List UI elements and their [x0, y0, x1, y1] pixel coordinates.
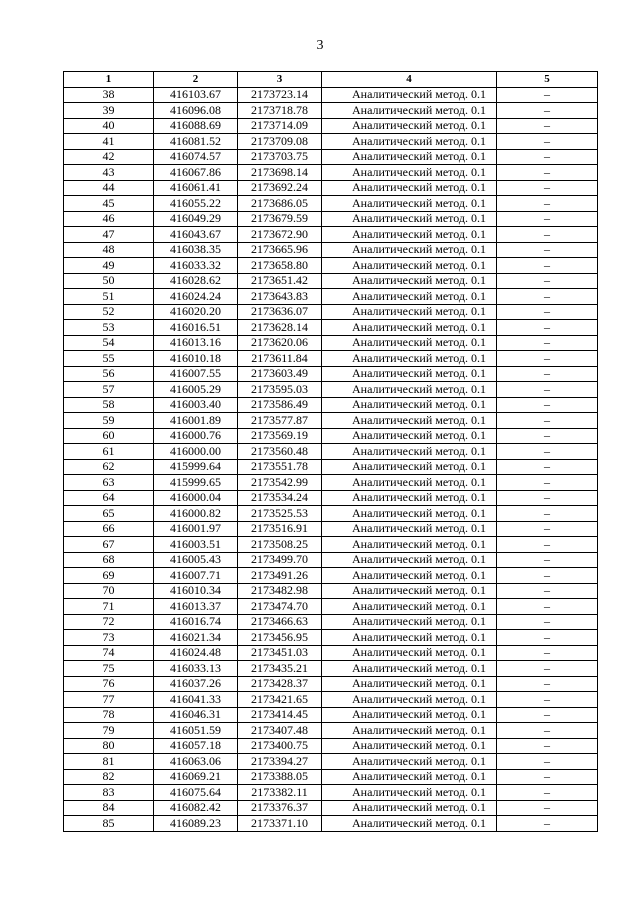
method-cell: Аналитический метод. 0.1: [322, 118, 497, 134]
table-row: [64, 521, 598, 537]
note-cell: –: [497, 521, 598, 537]
y-coordinate-cell: 2173542.99: [238, 475, 322, 491]
x-coordinate-cell: 416013.16: [154, 335, 238, 351]
x-coordinate-cell: 416089.23: [154, 816, 238, 832]
note-cell: –: [497, 459, 598, 475]
y-coordinate-cell: 2173407.48: [238, 723, 322, 739]
method-cell: Аналитический метод. 0.1: [322, 397, 497, 413]
note-cell: –: [497, 351, 598, 367]
column-header-3: 3: [238, 72, 322, 88]
x-coordinate-cell: 416000.82: [154, 506, 238, 522]
method-cell: Аналитический метод. 0.1: [322, 320, 497, 336]
note-cell: –: [497, 661, 598, 677]
x-coordinate-cell: 416024.48: [154, 645, 238, 661]
method-cell: Аналитический метод. 0.1: [322, 583, 497, 599]
note-cell: –: [497, 676, 598, 692]
y-coordinate-cell: 2173435.21: [238, 661, 322, 677]
y-coordinate-cell: 2173499.70: [238, 552, 322, 568]
point-number-cell: 73: [64, 630, 154, 646]
method-cell: Аналитический метод. 0.1: [322, 490, 497, 506]
y-coordinate-cell: 2173665.96: [238, 242, 322, 258]
point-number-cell: 82: [64, 769, 154, 785]
note-cell: –: [497, 568, 598, 584]
method-cell: Аналитический метод. 0.1: [322, 506, 497, 522]
point-number-cell: 54: [64, 335, 154, 351]
point-number-cell: 59: [64, 413, 154, 429]
x-coordinate-cell: 416010.34: [154, 583, 238, 599]
method-cell: Аналитический метод. 0.1: [322, 428, 497, 444]
point-number-cell: 53: [64, 320, 154, 336]
method-cell: Аналитический метод. 0.1: [322, 676, 497, 692]
method-cell: Аналитический метод. 0.1: [322, 258, 497, 274]
point-number-cell: 45: [64, 196, 154, 212]
point-number-cell: 68: [64, 552, 154, 568]
x-coordinate-cell: 416003.51: [154, 537, 238, 553]
note-cell: –: [497, 320, 598, 336]
note-cell: –: [497, 211, 598, 227]
point-number-cell: 41: [64, 134, 154, 150]
x-coordinate-cell: 416005.29: [154, 382, 238, 398]
method-cell: Аналитический метод. 0.1: [322, 180, 497, 196]
y-coordinate-cell: 2173421.65: [238, 692, 322, 708]
x-coordinate-cell: 416057.18: [154, 738, 238, 754]
table-body: [64, 87, 598, 831]
point-number-cell: 43: [64, 165, 154, 181]
point-number-cell: 80: [64, 738, 154, 754]
note-cell: –: [497, 707, 598, 723]
note-cell: –: [497, 366, 598, 382]
note-cell: –: [497, 490, 598, 506]
note-cell: –: [497, 242, 598, 258]
table-row: [64, 676, 598, 692]
y-coordinate-cell: 2173525.53: [238, 506, 322, 522]
point-number-cell: 46: [64, 211, 154, 227]
method-cell: Аналитический метод. 0.1: [322, 630, 497, 646]
note-cell: –: [497, 134, 598, 150]
method-cell: Аналитический метод. 0.1: [322, 165, 497, 181]
method-cell: Аналитический метод. 0.1: [322, 211, 497, 227]
note-cell: –: [497, 444, 598, 460]
y-coordinate-cell: 2173516.91: [238, 521, 322, 537]
x-coordinate-cell: 416088.69: [154, 118, 238, 134]
method-cell: Аналитический метод. 0.1: [322, 242, 497, 258]
y-coordinate-cell: 2173508.25: [238, 537, 322, 553]
table-row: [64, 289, 598, 305]
note-cell: –: [497, 506, 598, 522]
table-row: [64, 180, 598, 196]
table-row: [64, 335, 598, 351]
table-header-row: [64, 72, 598, 88]
note-cell: –: [497, 800, 598, 816]
x-coordinate-cell: 416081.52: [154, 134, 238, 150]
coordinates-table: [63, 71, 598, 832]
method-cell: Аналитический метод. 0.1: [322, 816, 497, 832]
x-coordinate-cell: 416000.00: [154, 444, 238, 460]
table-row: [64, 490, 598, 506]
method-cell: Аналитический метод. 0.1: [322, 273, 497, 289]
point-number-cell: 84: [64, 800, 154, 816]
point-number-cell: 38: [64, 87, 154, 103]
x-coordinate-cell: 416075.64: [154, 785, 238, 801]
table-row: [64, 661, 598, 677]
y-coordinate-cell: 2173371.10: [238, 816, 322, 832]
y-coordinate-cell: 2173686.05: [238, 196, 322, 212]
y-coordinate-cell: 2173636.07: [238, 304, 322, 320]
y-coordinate-cell: 2173414.45: [238, 707, 322, 723]
table-row: [64, 351, 598, 367]
method-cell: Аналитический метод. 0.1: [322, 661, 497, 677]
table-row: [64, 211, 598, 227]
note-cell: –: [497, 87, 598, 103]
x-coordinate-cell: 416067.86: [154, 165, 238, 181]
y-coordinate-cell: 2173714.09: [238, 118, 322, 134]
table-row: [64, 118, 598, 134]
x-coordinate-cell: 416103.67: [154, 87, 238, 103]
y-coordinate-cell: 2173551.78: [238, 459, 322, 475]
method-cell: Аналитический метод. 0.1: [322, 134, 497, 150]
x-coordinate-cell: 416024.24: [154, 289, 238, 305]
point-number-cell: 85: [64, 816, 154, 832]
column-header-2: 2: [154, 72, 238, 88]
point-number-cell: 78: [64, 707, 154, 723]
note-cell: –: [497, 397, 598, 413]
table-row: [64, 754, 598, 770]
y-coordinate-cell: 2173620.06: [238, 335, 322, 351]
note-cell: –: [497, 692, 598, 708]
table-row: [64, 87, 598, 103]
x-coordinate-cell: 415999.64: [154, 459, 238, 475]
table-row: [64, 196, 598, 212]
table-row: [64, 273, 598, 289]
y-coordinate-cell: 2173643.83: [238, 289, 322, 305]
point-number-cell: 56: [64, 366, 154, 382]
y-coordinate-cell: 2173577.87: [238, 413, 322, 429]
point-number-cell: 67: [64, 537, 154, 553]
y-coordinate-cell: 2173400.75: [238, 738, 322, 754]
point-number-cell: 52: [64, 304, 154, 320]
note-cell: –: [497, 723, 598, 739]
method-cell: Аналитический метод. 0.1: [322, 382, 497, 398]
method-cell: Аналитический метод. 0.1: [322, 754, 497, 770]
method-cell: Аналитический метод. 0.1: [322, 413, 497, 429]
x-coordinate-cell: 416055.22: [154, 196, 238, 212]
table-row: [64, 614, 598, 630]
table-row: [64, 258, 598, 274]
method-cell: Аналитический метод. 0.1: [322, 475, 497, 491]
note-cell: –: [497, 614, 598, 630]
y-coordinate-cell: 2173388.05: [238, 769, 322, 785]
x-coordinate-cell: 416049.29: [154, 211, 238, 227]
x-coordinate-cell: 416007.71: [154, 568, 238, 584]
point-number-cell: 64: [64, 490, 154, 506]
note-cell: –: [497, 816, 598, 832]
y-coordinate-cell: 2173482.98: [238, 583, 322, 599]
table-row: [64, 475, 598, 491]
note-cell: –: [497, 475, 598, 491]
y-coordinate-cell: 2173611.84: [238, 351, 322, 367]
y-coordinate-cell: 2173428.37: [238, 676, 322, 692]
x-coordinate-cell: 416003.40: [154, 397, 238, 413]
y-coordinate-cell: 2173376.37: [238, 800, 322, 816]
method-cell: Аналитический метод. 0.1: [322, 645, 497, 661]
point-number-cell: 75: [64, 661, 154, 677]
method-cell: Аналитический метод. 0.1: [322, 614, 497, 630]
y-coordinate-cell: 2173474.70: [238, 599, 322, 615]
method-cell: Аналитический метод. 0.1: [322, 692, 497, 708]
point-number-cell: 71: [64, 599, 154, 615]
note-cell: –: [497, 196, 598, 212]
method-cell: Аналитический метод. 0.1: [322, 149, 497, 165]
x-coordinate-cell: 416046.31: [154, 707, 238, 723]
note-cell: –: [497, 289, 598, 305]
method-cell: Аналитический метод. 0.1: [322, 351, 497, 367]
note-cell: –: [497, 428, 598, 444]
method-cell: Аналитический метод. 0.1: [322, 103, 497, 119]
note-cell: –: [497, 227, 598, 243]
x-coordinate-cell: 416028.62: [154, 273, 238, 289]
note-cell: –: [497, 645, 598, 661]
column-header-5: 5: [497, 72, 598, 88]
table-row: [64, 552, 598, 568]
x-coordinate-cell: 416013.37: [154, 599, 238, 615]
note-cell: –: [497, 583, 598, 599]
point-number-cell: 61: [64, 444, 154, 460]
point-number-cell: 51: [64, 289, 154, 305]
x-coordinate-cell: 416016.51: [154, 320, 238, 336]
table-row: [64, 769, 598, 785]
table-row: [64, 444, 598, 460]
method-cell: Аналитический метод. 0.1: [322, 366, 497, 382]
y-coordinate-cell: 2173628.14: [238, 320, 322, 336]
note-cell: –: [497, 738, 598, 754]
note-cell: –: [497, 537, 598, 553]
y-coordinate-cell: 2173718.78: [238, 103, 322, 119]
x-coordinate-cell: 416051.59: [154, 723, 238, 739]
x-coordinate-cell: 416001.97: [154, 521, 238, 537]
y-coordinate-cell: 2173709.08: [238, 134, 322, 150]
point-number-cell: 42: [64, 149, 154, 165]
note-cell: –: [497, 149, 598, 165]
x-coordinate-cell: 416007.55: [154, 366, 238, 382]
method-cell: Аналитический метод. 0.1: [322, 459, 497, 475]
point-number-cell: 69: [64, 568, 154, 584]
table-row: [64, 149, 598, 165]
point-number-cell: 49: [64, 258, 154, 274]
method-cell: Аналитический метод. 0.1: [322, 227, 497, 243]
note-cell: –: [497, 413, 598, 429]
point-number-cell: 47: [64, 227, 154, 243]
x-coordinate-cell: 416021.34: [154, 630, 238, 646]
y-coordinate-cell: 2173456.95: [238, 630, 322, 646]
note-cell: –: [497, 103, 598, 119]
table-row: [64, 103, 598, 119]
x-coordinate-cell: 416005.43: [154, 552, 238, 568]
y-coordinate-cell: 2173703.75: [238, 149, 322, 165]
point-number-cell: 48: [64, 242, 154, 258]
point-number-cell: 81: [64, 754, 154, 770]
method-cell: Аналитический метод. 0.1: [322, 444, 497, 460]
table-row: [64, 382, 598, 398]
point-number-cell: 74: [64, 645, 154, 661]
note-cell: –: [497, 304, 598, 320]
method-cell: Аналитический метод. 0.1: [322, 552, 497, 568]
page-number: 3: [316, 38, 324, 53]
table-row: [64, 459, 598, 475]
table-row: [64, 304, 598, 320]
point-number-cell: 62: [64, 459, 154, 475]
point-number-cell: 79: [64, 723, 154, 739]
table-row: [64, 723, 598, 739]
point-number-cell: 72: [64, 614, 154, 630]
table-row: [64, 692, 598, 708]
column-header-4: 4: [322, 72, 497, 88]
method-cell: Аналитический метод. 0.1: [322, 521, 497, 537]
y-coordinate-cell: 2173560.48: [238, 444, 322, 460]
note-cell: –: [497, 769, 598, 785]
method-cell: Аналитический метод. 0.1: [322, 769, 497, 785]
x-coordinate-cell: 416082.42: [154, 800, 238, 816]
point-number-cell: 39: [64, 103, 154, 119]
method-cell: Аналитический метод. 0.1: [322, 738, 497, 754]
x-coordinate-cell: 416041.33: [154, 692, 238, 708]
x-coordinate-cell: 416096.08: [154, 103, 238, 119]
method-cell: Аналитический метод. 0.1: [322, 335, 497, 351]
x-coordinate-cell: 416043.67: [154, 227, 238, 243]
table-row: [64, 366, 598, 382]
table-row: [64, 413, 598, 429]
x-coordinate-cell: 416063.06: [154, 754, 238, 770]
note-cell: –: [497, 335, 598, 351]
method-cell: Аналитический метод. 0.1: [322, 707, 497, 723]
point-number-cell: 70: [64, 583, 154, 599]
x-coordinate-cell: 416000.76: [154, 428, 238, 444]
table-row: [64, 320, 598, 336]
x-coordinate-cell: 416061.41: [154, 180, 238, 196]
table-row: [64, 599, 598, 615]
table-row: [64, 568, 598, 584]
y-coordinate-cell: 2173569.19: [238, 428, 322, 444]
y-coordinate-cell: 2173595.03: [238, 382, 322, 398]
y-coordinate-cell: 2173692.24: [238, 180, 322, 196]
point-number-cell: 63: [64, 475, 154, 491]
point-number-cell: 66: [64, 521, 154, 537]
point-number-cell: 83: [64, 785, 154, 801]
x-coordinate-cell: 416069.21: [154, 769, 238, 785]
method-cell: Аналитический метод. 0.1: [322, 800, 497, 816]
point-number-cell: 77: [64, 692, 154, 708]
method-cell: Аналитический метод. 0.1: [322, 537, 497, 553]
point-number-cell: 65: [64, 506, 154, 522]
point-number-cell: 40: [64, 118, 154, 134]
y-coordinate-cell: 2173723.14: [238, 87, 322, 103]
y-coordinate-cell: 2173603.49: [238, 366, 322, 382]
x-coordinate-cell: 416038.35: [154, 242, 238, 258]
table-row: [64, 227, 598, 243]
table-row: [64, 816, 598, 832]
table-row: [64, 738, 598, 754]
note-cell: –: [497, 118, 598, 134]
note-cell: –: [497, 552, 598, 568]
x-coordinate-cell: 416033.13: [154, 661, 238, 677]
point-number-cell: 55: [64, 351, 154, 367]
x-coordinate-cell: 416010.18: [154, 351, 238, 367]
table-row: [64, 397, 598, 413]
note-cell: –: [497, 599, 598, 615]
note-cell: –: [497, 754, 598, 770]
note-cell: –: [497, 180, 598, 196]
y-coordinate-cell: 2173491.26: [238, 568, 322, 584]
x-coordinate-cell: 416000.04: [154, 490, 238, 506]
note-cell: –: [497, 165, 598, 181]
point-number-cell: 57: [64, 382, 154, 398]
y-coordinate-cell: 2173658.80: [238, 258, 322, 274]
y-coordinate-cell: 2173466.63: [238, 614, 322, 630]
method-cell: Аналитический метод. 0.1: [322, 568, 497, 584]
y-coordinate-cell: 2173672.90: [238, 227, 322, 243]
table-row: [64, 537, 598, 553]
y-coordinate-cell: 2173382.11: [238, 785, 322, 801]
x-coordinate-cell: 416020.20: [154, 304, 238, 320]
y-coordinate-cell: 2173679.59: [238, 211, 322, 227]
table-row: [64, 134, 598, 150]
method-cell: Аналитический метод. 0.1: [322, 196, 497, 212]
y-coordinate-cell: 2173534.24: [238, 490, 322, 506]
x-coordinate-cell: 416037.26: [154, 676, 238, 692]
note-cell: –: [497, 273, 598, 289]
table-row: [64, 707, 598, 723]
table-row: [64, 242, 598, 258]
method-cell: Аналитический метод. 0.1: [322, 723, 497, 739]
note-cell: –: [497, 785, 598, 801]
method-cell: Аналитический метод. 0.1: [322, 304, 497, 320]
method-cell: Аналитический метод. 0.1: [322, 289, 497, 305]
x-coordinate-cell: 416074.57: [154, 149, 238, 165]
table-row: [64, 506, 598, 522]
point-number-cell: 58: [64, 397, 154, 413]
table-row: [64, 630, 598, 646]
note-cell: –: [497, 630, 598, 646]
y-coordinate-cell: 2173698.14: [238, 165, 322, 181]
y-coordinate-cell: 2173451.03: [238, 645, 322, 661]
point-number-cell: 44: [64, 180, 154, 196]
method-cell: Аналитический метод. 0.1: [322, 87, 497, 103]
method-cell: Аналитический метод. 0.1: [322, 785, 497, 801]
method-cell: Аналитический метод. 0.1: [322, 599, 497, 615]
x-coordinate-cell: 416016.74: [154, 614, 238, 630]
point-number-cell: 76: [64, 676, 154, 692]
table-row: [64, 645, 598, 661]
column-header-1: 1: [64, 72, 154, 88]
note-cell: –: [497, 258, 598, 274]
table-row: [64, 428, 598, 444]
table-row: [64, 165, 598, 181]
table-row: [64, 583, 598, 599]
point-number-cell: 60: [64, 428, 154, 444]
y-coordinate-cell: 2173586.49: [238, 397, 322, 413]
note-cell: –: [497, 382, 598, 398]
x-coordinate-cell: 416001.89: [154, 413, 238, 429]
x-coordinate-cell: 416033.32: [154, 258, 238, 274]
point-number-cell: 50: [64, 273, 154, 289]
table-row: [64, 785, 598, 801]
table-row: [64, 800, 598, 816]
y-coordinate-cell: 2173394.27: [238, 754, 322, 770]
x-coordinate-cell: 415999.65: [154, 475, 238, 491]
y-coordinate-cell: 2173651.42: [238, 273, 322, 289]
